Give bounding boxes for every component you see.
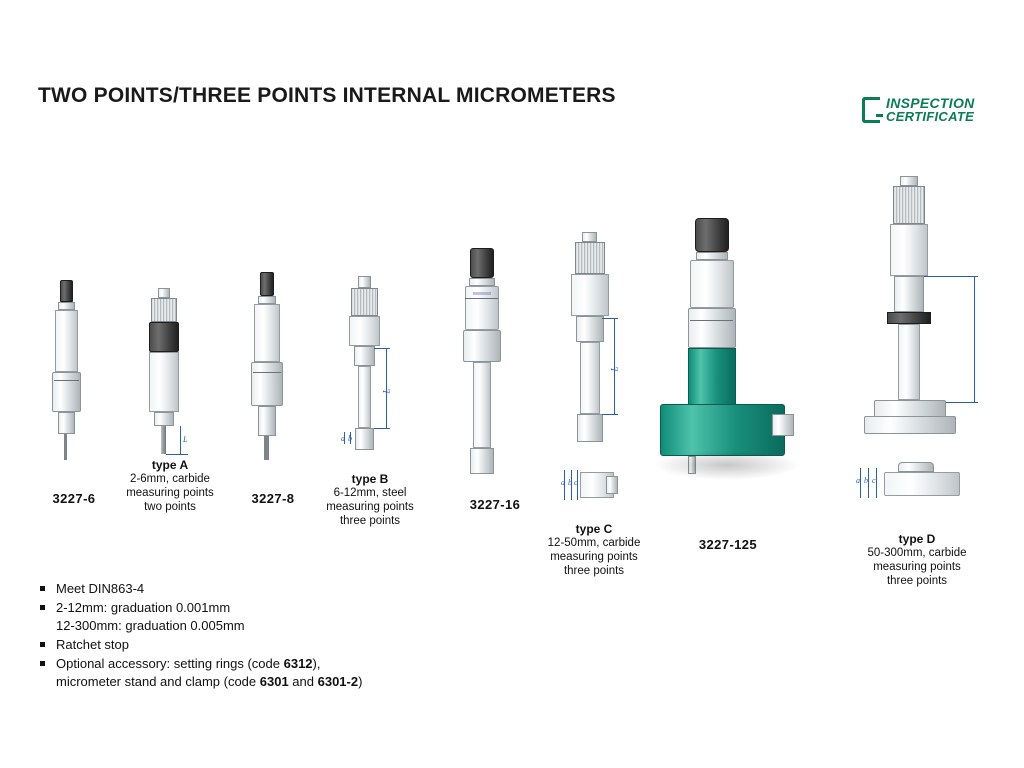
teal-base [660,404,785,456]
detail-dim-label-c: c [872,476,876,485]
body-sleeve [354,346,375,366]
feature-item-optional [38,655,362,691]
measuring-head-flange [864,416,956,434]
figure-3227-16 [455,248,525,488]
dim-label-l: L [609,366,620,372]
measuring-probe [161,426,166,454]
dim-line-l-bottom [166,454,188,455]
extension-rod [473,362,491,448]
desc-line-1: 50-300mm, carbide [867,547,967,559]
optional-code-3: 6301-2 [317,674,359,689]
desc-line-1: 12-50mm, carbide [547,537,641,549]
thimble-cap [470,248,494,278]
extension-rod [898,324,920,400]
thimble-cap [260,272,274,296]
certificate-mark-icon [862,97,880,123]
detail-dim-tick-b [868,468,869,498]
bullet-square-icon [40,605,45,610]
dim-line-l-bottom [374,428,390,429]
base-clamp [772,414,794,436]
product-code: 3227-8 [251,491,295,506]
extension-rod [358,366,371,428]
spindle-neck [58,302,75,310]
measuring-head [258,406,276,436]
feature-subtext: 12-300mm: graduation 0.005mm [56,618,245,633]
feature-text: Ratchet stop [56,637,129,652]
thimble-cap [60,280,73,302]
measuring-head [58,412,75,434]
dim-label-l: L [381,388,392,394]
ratchet-knurl [575,242,605,274]
detail-dim-label-b: b [568,478,572,487]
thimble [571,274,609,316]
dim-line-l-top [924,276,978,277]
body-sleeve [149,352,179,412]
dim-line-l-top [374,348,390,349]
graduation-line [54,380,79,381]
type-name: type D [898,532,936,546]
caption-type-c [532,522,656,578]
figure-3227-125 [660,218,800,528]
scale-sleeve [251,362,283,406]
detail-head-top [898,462,934,472]
ratchet-knurl [893,186,925,224]
ratchet-knurl [151,298,177,322]
feature-text: 2-12mm: graduation 0.001mm [56,600,231,615]
graduation-line [465,298,498,299]
figure-type-b [340,276,410,466]
caption-type-a [108,458,232,514]
ratchet-cap [158,288,170,298]
ratchet-cap [358,276,371,288]
caption-3227-125 [668,538,788,552]
figure-type-d [856,176,1005,506]
detail-head-tip [606,476,618,494]
body-sleeve [894,276,924,312]
thimble-cap [695,218,729,252]
detail-dim-tick-c [876,468,877,498]
dim-label-b: b [348,434,352,443]
detail-head-body [884,472,960,496]
certificate-line-2: CERTIFICATE [886,109,975,124]
feature-item-1 [38,580,362,598]
dim-line-l-vertical [180,426,181,454]
features-list [38,580,362,692]
lock-ring [887,312,931,324]
product-code: 3227-125 [698,537,758,552]
sleeve [690,260,734,308]
bullet-square-icon [40,642,45,647]
desc-line-3: three points [339,515,401,527]
body-sleeve [576,316,604,342]
type-name: type C [575,522,613,536]
scale-sleeve [688,308,736,348]
ratchet-cap [582,232,597,242]
optional-code-1: 6312 [283,656,313,671]
product-code: 3227-16 [469,497,521,512]
optional-sub-prefix: micrometer stand and clamp (code [56,674,260,689]
optional-prefix: Optional accessory: setting rings (code [56,656,284,671]
dim-label-l: L [183,435,188,444]
desc-line-2: measuring points [126,487,214,499]
caption-type-b [308,472,432,528]
scale-sleeve [463,330,501,362]
bullet-square-icon [40,586,45,591]
measuring-tip [64,434,67,460]
scale-sleeve [52,372,81,412]
graduation-line [253,372,281,373]
desc-line-2: measuring points [550,551,638,563]
feature-text: Meet DIN863-4 [56,581,145,596]
figure-type-a [140,288,200,458]
graduation-line [690,320,733,321]
desc-line-2: measuring points [873,561,961,573]
thimble [890,224,928,276]
dim-line-l-vertical [974,276,975,402]
feature-item-3 [38,636,362,654]
inspection-certificate-logo [862,96,998,130]
thimble [149,322,179,352]
desc-line-3: two points [144,501,196,513]
figure-3227-6 [44,280,104,470]
caption-type-d [852,532,982,588]
detail-dim-label-a: a [561,478,565,487]
dim-label-a: a [341,434,345,443]
certificate-line-1: INSPECTION [886,95,975,111]
type-name: type A [151,458,189,472]
detail-dim-label-b: b [864,476,868,485]
measuring-head [470,448,494,474]
product-code: 3227-6 [52,491,96,506]
dim-line-l-bottom [946,402,978,403]
sleeve [254,304,280,362]
drop-shadow [654,450,800,480]
spindle-neck [696,252,728,260]
figure-3227-8 [243,272,303,472]
optional-sub-middle: and [288,674,318,689]
optional-sub-line [56,673,362,691]
lower-body [154,412,174,426]
desc-line-3: three points [886,575,948,587]
desc-line-3: three points [563,565,625,577]
desc-line-2: measuring points [326,501,414,513]
desc-line-1: 6-12mm, steel [333,487,407,499]
measuring-tip [264,436,269,460]
page-title: TWO POINTS/THREE POINTS INTERNAL MICROMETERS [38,84,616,107]
measuring-head [577,414,603,442]
brand-mark [473,292,491,295]
certificate-text [886,96,975,124]
spindle-neck [258,296,276,304]
sleeve [55,310,78,372]
caption-3227-16 [440,498,550,512]
detail-dim-label-a: a [856,476,860,485]
dim-line-l-bottom [602,414,618,415]
figure-type-c [560,232,640,512]
optional-suffix: ) [358,674,363,689]
desc-line-1: 2-6mm, carbide [130,473,210,485]
ratchet-knurl [351,288,378,316]
dim-line-l-top [602,318,618,319]
thimble [349,316,380,346]
measuring-head [355,428,374,450]
detail-dim-label-c: c [574,478,578,487]
optional-middle: ), [312,656,321,671]
optional-code-2: 6301 [259,674,289,689]
ratchet-cap [900,176,918,186]
detail-dim-tick-a [860,468,861,498]
feature-item-2 [38,599,362,635]
bullet-square-icon [40,661,45,666]
spindle-neck [469,278,495,286]
type-name: type B [351,472,389,486]
extension-rod [580,342,600,414]
